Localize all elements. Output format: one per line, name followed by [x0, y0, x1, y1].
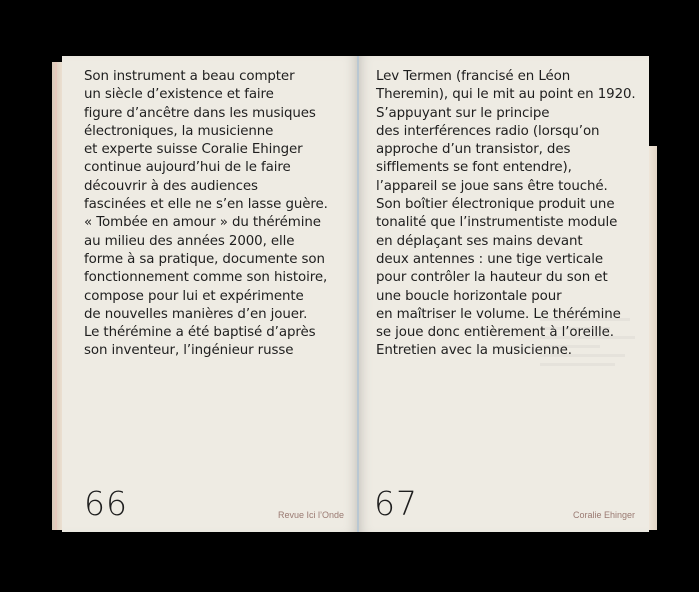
page-number: 66 — [84, 484, 128, 523]
text-line: découvrir à des audiences — [84, 178, 258, 194]
page-number: 67 — [374, 484, 418, 523]
text-line: son inventeur, l’ingénieur russe — [84, 343, 294, 359]
text-line: de nouvelles manières d’en jouer. — [84, 306, 308, 322]
text-line: électroniques, la musicienne — [84, 123, 274, 139]
text-line: au milieu des années 2000, elle — [84, 233, 295, 249]
left-page — [62, 56, 358, 532]
text-line: deux antennes : une tige verticale — [376, 251, 604, 267]
right-page-body — [376, 68, 636, 361]
text-line: et experte suisse Coralie Ehinger — [84, 142, 303, 158]
open-booklet — [52, 56, 657, 533]
text-line: forme à sa pratique, documente son — [84, 251, 325, 267]
text-line: des interférences radio (lorsqu’on — [376, 123, 600, 139]
text-line: l’appareil se joue sans être touché. — [376, 178, 608, 194]
text-line: Le thérémine a été baptisé d’après — [84, 325, 316, 341]
text-line: Lev Termen (francisé en Léon — [376, 69, 571, 84]
text-line: sifflements se font entendre), — [376, 160, 572, 176]
text-line: compose pour lui et expérimente — [84, 288, 304, 304]
text-line: S’appuyant sur le principe — [376, 105, 550, 121]
running-footer: Revue Ici l’Onde — [277, 510, 344, 520]
text-line: tonalité que l’instrumentiste module — [376, 215, 618, 231]
text-line: « Tombée en amour » du thérémine — [84, 215, 321, 231]
text-line: Son instrument a beau compter — [84, 69, 295, 84]
spine-fold — [357, 56, 359, 532]
running-footer: Coralie Ehinger — [572, 510, 635, 520]
text-line: se joue donc entièrement à l’oreille. — [376, 325, 614, 341]
text-line: fascinées et elle ne s’en lasse guère. — [84, 197, 328, 213]
text-line: en maîtriser le volume. Le thérémine — [376, 306, 621, 322]
text-line: en déplaçant ses mains devant — [376, 233, 583, 249]
right-page — [358, 56, 649, 532]
text-line: fonctionnement comme son histoire, — [84, 270, 328, 286]
page-stack-right-edge — [649, 146, 657, 530]
text-line: pour contrôler la hauteur du son et — [376, 270, 608, 286]
left-page-body — [84, 68, 328, 361]
text-line: une boucle horizontale pour — [376, 288, 562, 304]
text-line: Entretien avec la musicienne. — [376, 343, 572, 359]
text-line: Theremin), qui le mit au point en 1920. — [376, 87, 636, 103]
text-line: un siècle d’existence et faire — [84, 87, 274, 103]
text-line: continue aujourd’hui de le faire — [84, 160, 291, 176]
text-line: figure d’ancêtre dans les musiques — [84, 105, 316, 121]
text-line: approche d’un transistor, des — [376, 142, 571, 158]
text-line: Son boîtier électronique produit une — [376, 197, 615, 213]
